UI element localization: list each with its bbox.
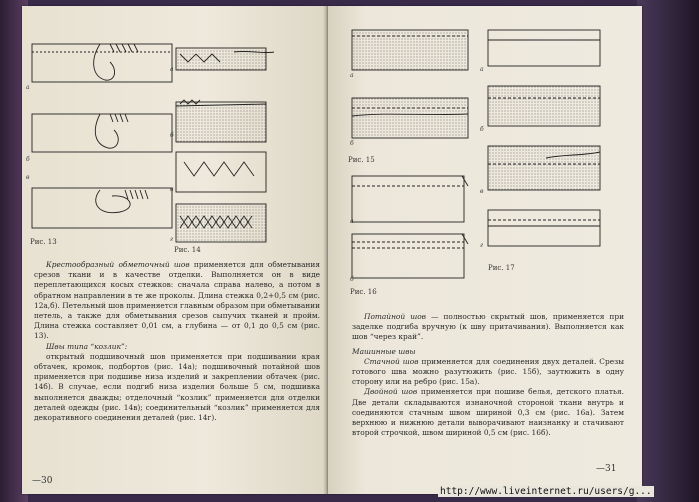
fig16-sub-b: б: [350, 276, 354, 283]
term-hidden-stitch: Потайной шов: [364, 312, 426, 321]
figure-13-drawing: [30, 40, 180, 250]
fig15-sub-a: а: [350, 72, 354, 79]
fig13-sub-c: в: [26, 174, 30, 181]
figure-15: [350, 26, 472, 146]
left-paragraph-1: [34, 260, 320, 342]
fig15-caption: Рис. 15: [348, 156, 375, 164]
right-page: [328, 6, 642, 494]
right-paragraph-3: [352, 387, 624, 438]
fig17-caption: Рис. 17: [488, 264, 515, 272]
left-page: [22, 6, 328, 494]
right-paragraph-2-text: применяется для соединения двух деталей. Срезы готового шва можно разутюжить (рис. 15б), заутюжить в одну сторону или на ребро (рис. 15а).: [352, 356, 624, 387]
fig14-sub-a: а: [170, 66, 174, 73]
term-plain-seam: Стачной шов: [364, 356, 419, 366]
fig16-caption: Рис. 16: [350, 288, 377, 296]
left-body-text: [34, 260, 320, 423]
right-body-text: [352, 312, 624, 438]
figure-16-drawing: [350, 172, 475, 282]
figure-14-drawing: [174, 44, 279, 244]
fig17-sub-d: г: [480, 242, 484, 249]
right-paragraph-1: [352, 312, 624, 343]
fig16-sub-a: а: [350, 218, 354, 225]
book-cover-edge-right: [637, 0, 699, 502]
right-paragraph-2: [352, 357, 624, 388]
fig15-sub-b: б: [350, 140, 354, 147]
term-double-seam: Двойной шов: [364, 387, 418, 397]
left-heading: Швы типа “козлик”:: [46, 341, 128, 351]
watermark-url: http://www.liveinternet.ru/users/g...: [440, 486, 652, 497]
fig13-sub-b: б: [26, 156, 30, 163]
figure-16: [350, 172, 475, 282]
fig13-sub-a: а: [26, 84, 30, 91]
figure-14: [174, 44, 279, 244]
figure-15-drawing: [350, 26, 472, 146]
fig17-sub-c: в: [480, 188, 484, 195]
fig17-sub-b: б: [480, 126, 484, 133]
left-paragraph-1-text: применяется для обметывания срезов ткани и в качестве отделки. Выполняется он в виде переплетающихся косых стежков: сначала справа налево, а потом в обратном направлении в те же проколы. Длина стежка 0,2+0,5 см (рис. 12а,б). Петельный шов применяется главным образом при обметывании петель, а также для обметывания срезов сыпучих тканей и пройм. Длина стежка составляет 0,01 см, а глубина — от 0,1 до 0,5 см (рис. 13).: [34, 260, 320, 341]
fig17-sub-a: а: [480, 66, 484, 73]
right-paragraph-3-text: применяется при пошиве белья, детского платья. Две детали складываются изнаночной стороной ткани внутрь и соединяются стачным швом шириной 0,3 см (рис. 16а). Затем верхнюю и нижнюю детали выворачивают наизнанку и стачивают второй строчкой, швом шириной 0,5 см (рис. 16б).: [352, 387, 624, 438]
right-paragraph-1-text: — полностью скрытый шов, применяется при заделке подгиба вручную (к шву притачивания). Выполняется как шов “через край”.: [352, 312, 625, 342]
fig14-sub-b: б: [170, 132, 174, 139]
figure-17: [486, 26, 611, 256]
fig14-sub-d: г: [170, 236, 174, 243]
left-page-number: —30: [32, 476, 53, 486]
figure-13: [30, 40, 180, 250]
figure-17-drawing: [486, 26, 611, 256]
term-cross-stitch: Крестообразный обметочный шов: [46, 260, 190, 269]
left-paragraph-2: открытый подшивочный шов применяется при подшивании края обтачек, кромок, подбортов (рис. 14а); подшивочный потайной шов применяется при подшиве низа изделий и закреплении обтачек (рис. 14б). В случае, если подгиб низа изделия больше 5 см, подшивка выполняется дважды; отделочный “козлик” применяется для отделки деталей одежды (рис. 14в); соединительный “козлик” применяется для декоративного соединения деталей (рис. 14г).: [34, 351, 320, 423]
right-page-number: —31: [596, 464, 617, 474]
fig14-sub-c: в: [170, 186, 174, 193]
fig14-caption: Рис. 14: [174, 246, 201, 254]
fig13-caption: Рис. 13: [30, 238, 57, 246]
right-heading: Машинные швы: [352, 346, 416, 356]
